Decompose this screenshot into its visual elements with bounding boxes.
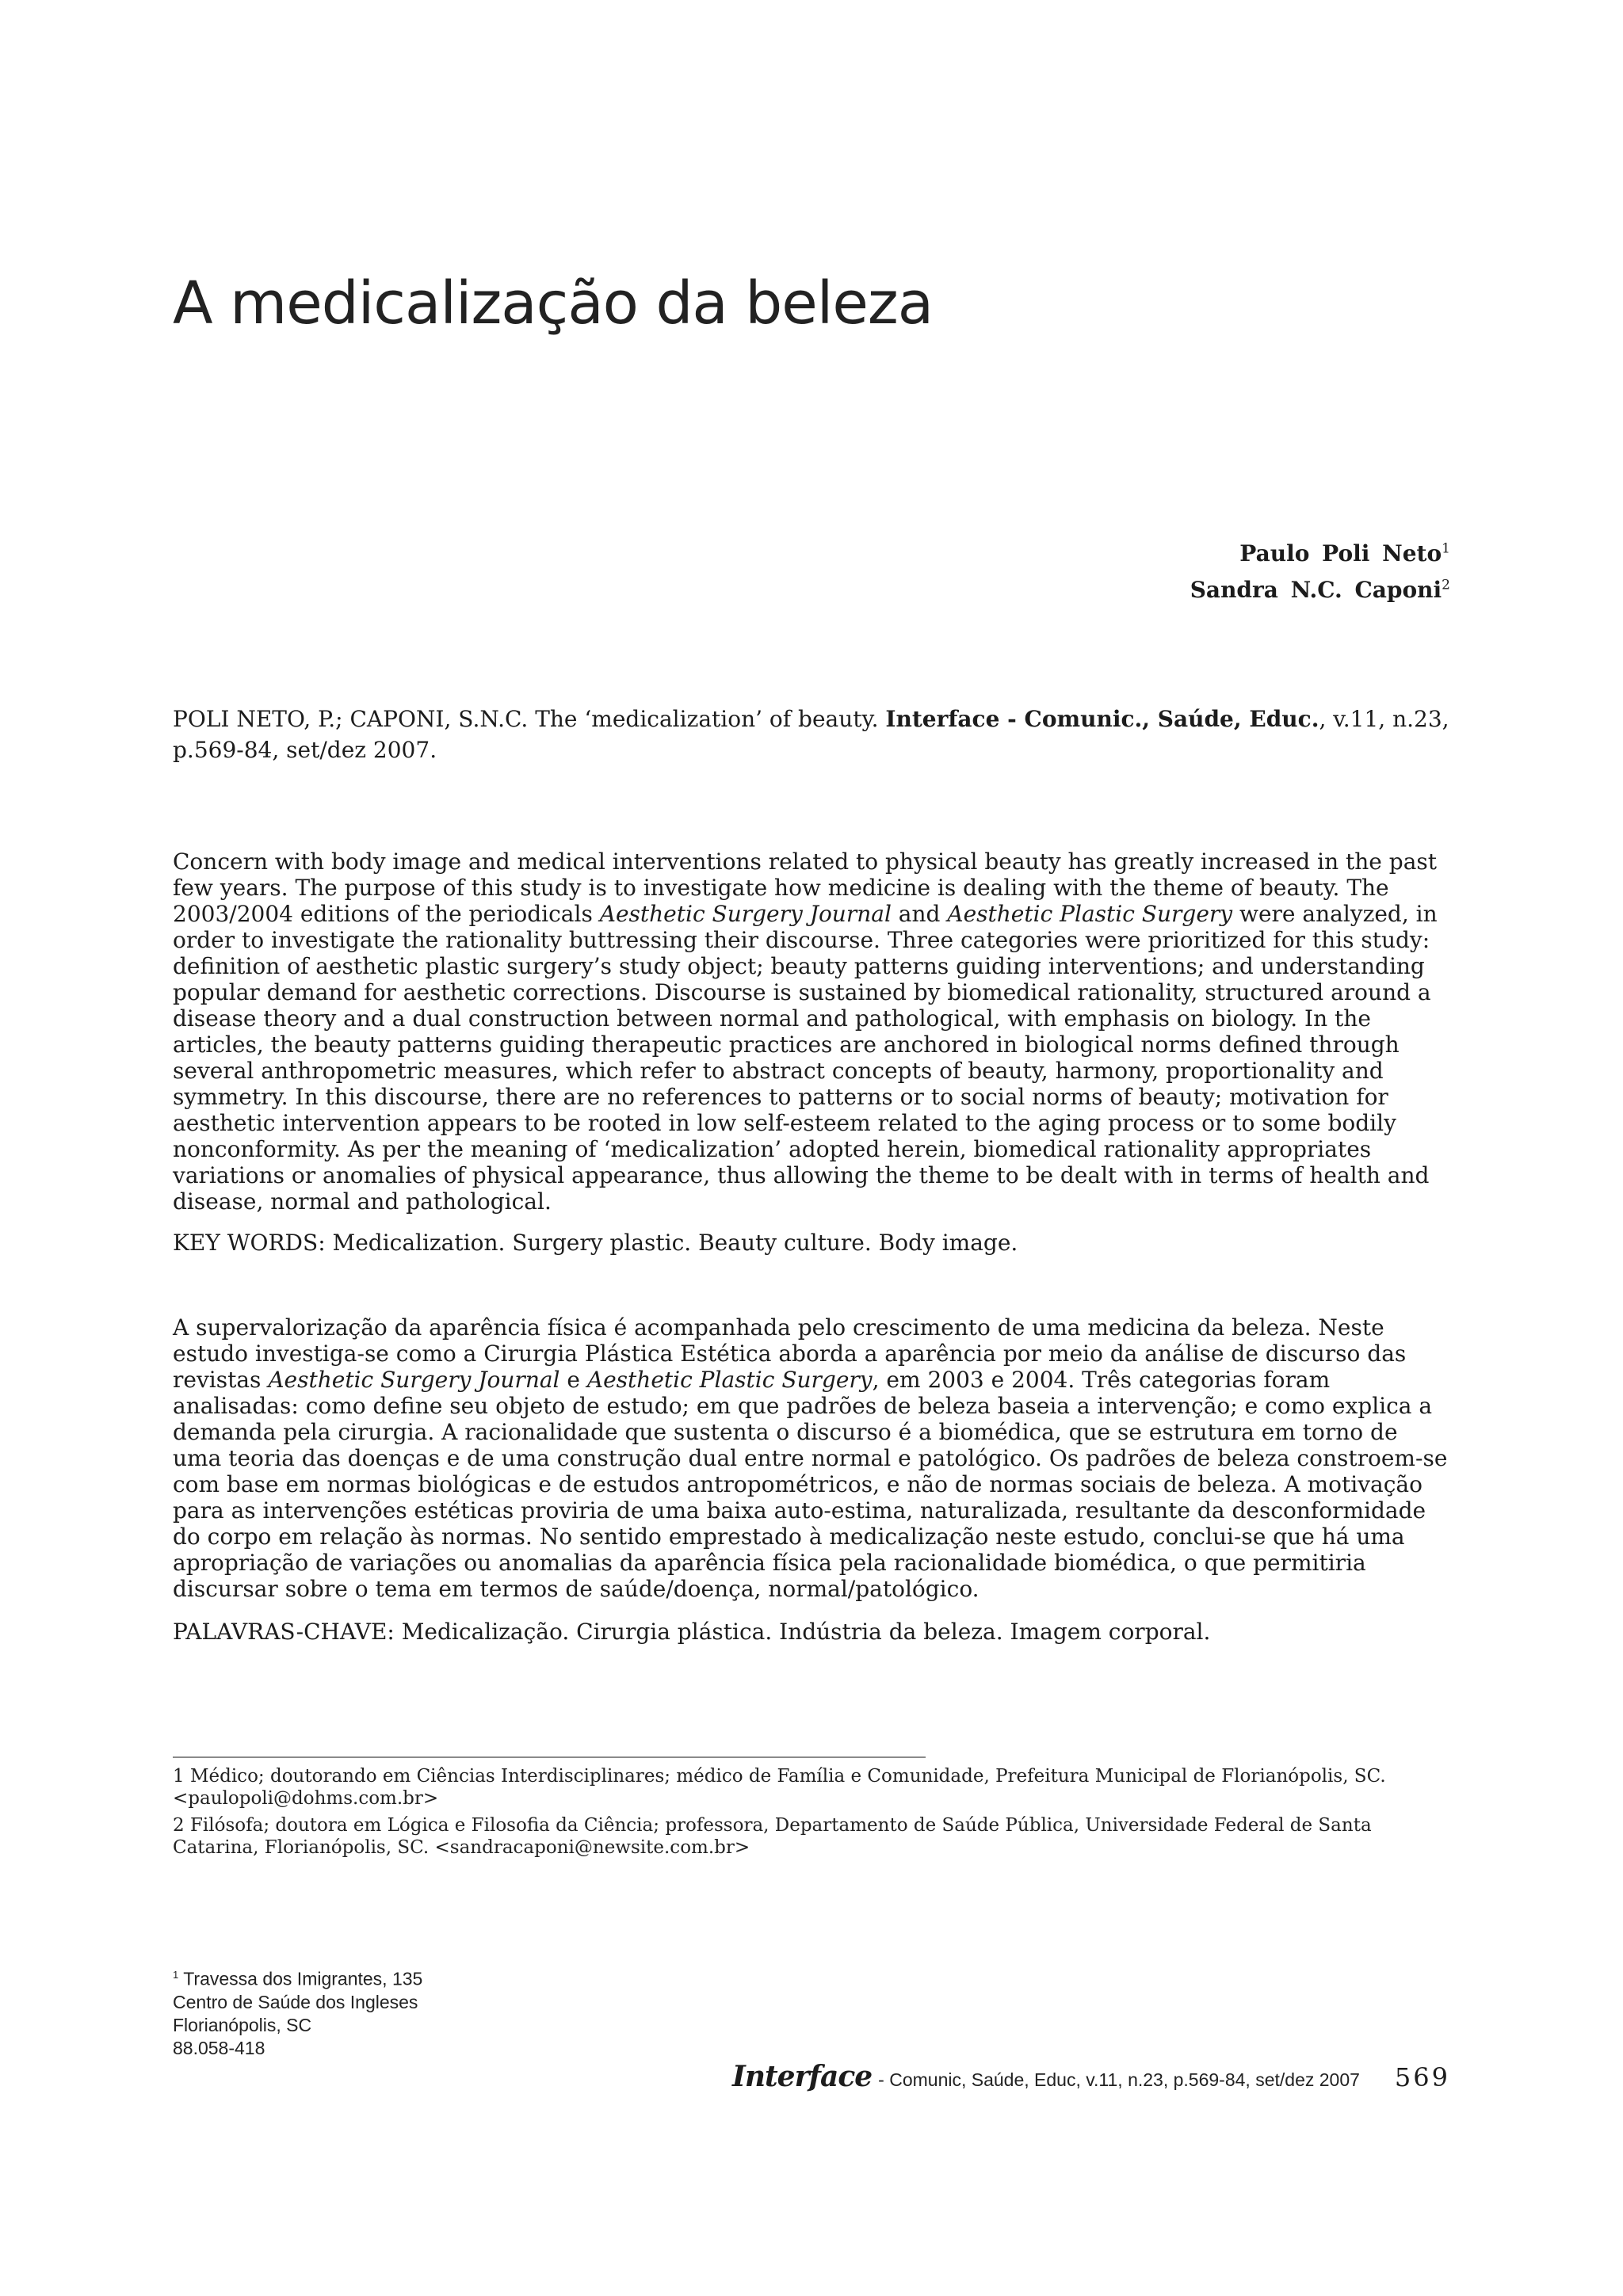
key-words: KEY WORDS: Medicalization. Surgery plastic. Beauty culture. Body image. bbox=[173, 1230, 1018, 1256]
address-line: Centro de Saúde dos Ingleses bbox=[173, 1991, 418, 2012]
citation-reference bbox=[173, 704, 1450, 765]
address-mark: 1 bbox=[173, 1969, 179, 1981]
footer-citation: - Comunic, Saúde, Educ, v.11, n.23, p.569-84, set/dez 2007 bbox=[878, 2069, 1360, 2090]
footnote-divider bbox=[173, 1756, 926, 1758]
abstract-text: and bbox=[891, 901, 948, 927]
journal-name: Aesthetic Plastic Surgery bbox=[947, 901, 1233, 927]
abstract-text: Concern with body image and medical interventions related to physical beauty has greatly increased in the past few years. The purpose of this study is to investigate how medicine is dealing with the theme of beauty. The 2003/2004 editions of the periodicals bbox=[173, 849, 1438, 927]
journal-name: Aesthetic Plastic Surgery bbox=[586, 1367, 873, 1393]
author-footnote-mark: 1 bbox=[1442, 540, 1450, 557]
author-2 bbox=[1190, 577, 1450, 603]
footnote-1: 1 Médico; doutorando em Ciências Interdisciplinares; médico de Família e Comunidade, Prefeitura Municipal de Florianópolis, SC. <paulopoli@dohms.com.br> bbox=[173, 1766, 1386, 1809]
address-line: 88.058-418 bbox=[173, 2037, 265, 2058]
author-footnote-mark: 2 bbox=[1442, 577, 1450, 593]
abstract-portuguese bbox=[173, 1314, 1450, 1602]
correspondence-address bbox=[173, 1963, 422, 2060]
address-line bbox=[173, 1963, 422, 1991]
author-1 bbox=[1239, 540, 1450, 566]
address-street: Travessa dos Imigrantes, 135 bbox=[183, 1968, 423, 1989]
resumo-text: A supervalorização da aparência física é acompanhada pelo crescimento de uma medicina da beleza. Neste estudo investiga-se como a Cirurgia Plástica Estética aborda a aparência por meio da análise de discurso das revistas bbox=[173, 1314, 1407, 1393]
journal-logo: Interface bbox=[732, 2060, 873, 2093]
citation-details: , v.11, n.23, p.569-84, set/dez 2007. bbox=[173, 706, 1449, 763]
page-footer bbox=[732, 2060, 1450, 2093]
article-title: A medicalização da beleza bbox=[173, 269, 934, 338]
journal-name: Aesthetic Surgery Journal bbox=[268, 1367, 560, 1393]
resumo-text: , em 2003 e 2004. Três categorias foram analisadas: como define seu objeto de estudo; em que padrões de beleza baseia a intervenção; e como explica a demanda pela cirurgia. A racionalidade que sustenta o discurso é a biomédica, que se estrutura em torno de uma teoria das doenças e de uma construção dual entre normal e patológico. Os padrões de beleza constroem-se com base em normas biológicas e de estudos antropométricos, e não de normas sociais de beleza. A motivação para as intervenções estéticas proviria de uma baixa auto-estima, naturalizada, resultante da desconformidade do corpo em relação às normas. No sentido emprestado à medicalização neste estudo, conclui-se que há uma apropriação de variações ou anomalias da aparência física pela racionalidade biomédica, o que permitiria discursar sobre o tema em termos de saúde/doença, normal/patológico. bbox=[173, 1367, 1448, 1602]
abstract-text: were analyzed, in order to investigate the rationality buttressing their discourse. Three categories were prioritized for this study: definition of aesthetic plastic surgery’s study object; beauty patterns guiding interventions; and understanding popular demand for aesthetic corrections. Discourse is sustained by biomedical rationality, structured around a disease theory and a dual construction between normal and pathological, with emphasis on biology. In the articles, the beauty patterns guiding therapeutic practices are anchored in biological norms defined through several anthropometric measures, which refer to abstract concepts of beauty, harmony, proportionality and symmetry. In this discourse, there are no references to patterns or to social norms of beauty; motivation for aesthetic intervention appears to be rooted in low self-esteem related to the aging process or to some bodily nonconformity. As per the meaning of ‘medicalization’ adopted herein, biomedical rationality appropriates variations or anomalies of physical appearance, thus allowing the theme to be dealt with in terms of health and disease, normal and pathological. bbox=[173, 901, 1438, 1215]
address-line: Florianópolis, SC bbox=[173, 2014, 312, 2035]
page-number: 569 bbox=[1394, 2062, 1450, 2092]
palavras-chave: PALAVRAS-CHAVE: Medicalização. Cirurgia plástica. Indústria da beleza. Imagem corporal. bbox=[173, 1619, 1211, 1645]
citation-journal: Interface - Comunic., Saúde, Educ. bbox=[885, 706, 1319, 732]
journal-name: Aesthetic Surgery Journal bbox=[599, 901, 892, 927]
citation-text: POLI NETO, P.; CAPONI, S.N.C. The ‘medicalization’ of beauty. bbox=[173, 706, 886, 732]
author-name: Sandra N.C. Caponi bbox=[1190, 577, 1442, 603]
footnote-2: 2 Filósofa; doutora em Lógica e Filosofia da Ciência; professora, Departamento de Saúde Pública, Universidade Federal de Santa Catarina, Florianópolis, SC. <sandracaponi@newsite.com.br> bbox=[173, 1815, 1372, 1858]
abstract-english bbox=[173, 849, 1450, 1215]
resumo-text: e bbox=[559, 1367, 587, 1393]
author-name: Paulo Poli Neto bbox=[1239, 540, 1442, 566]
